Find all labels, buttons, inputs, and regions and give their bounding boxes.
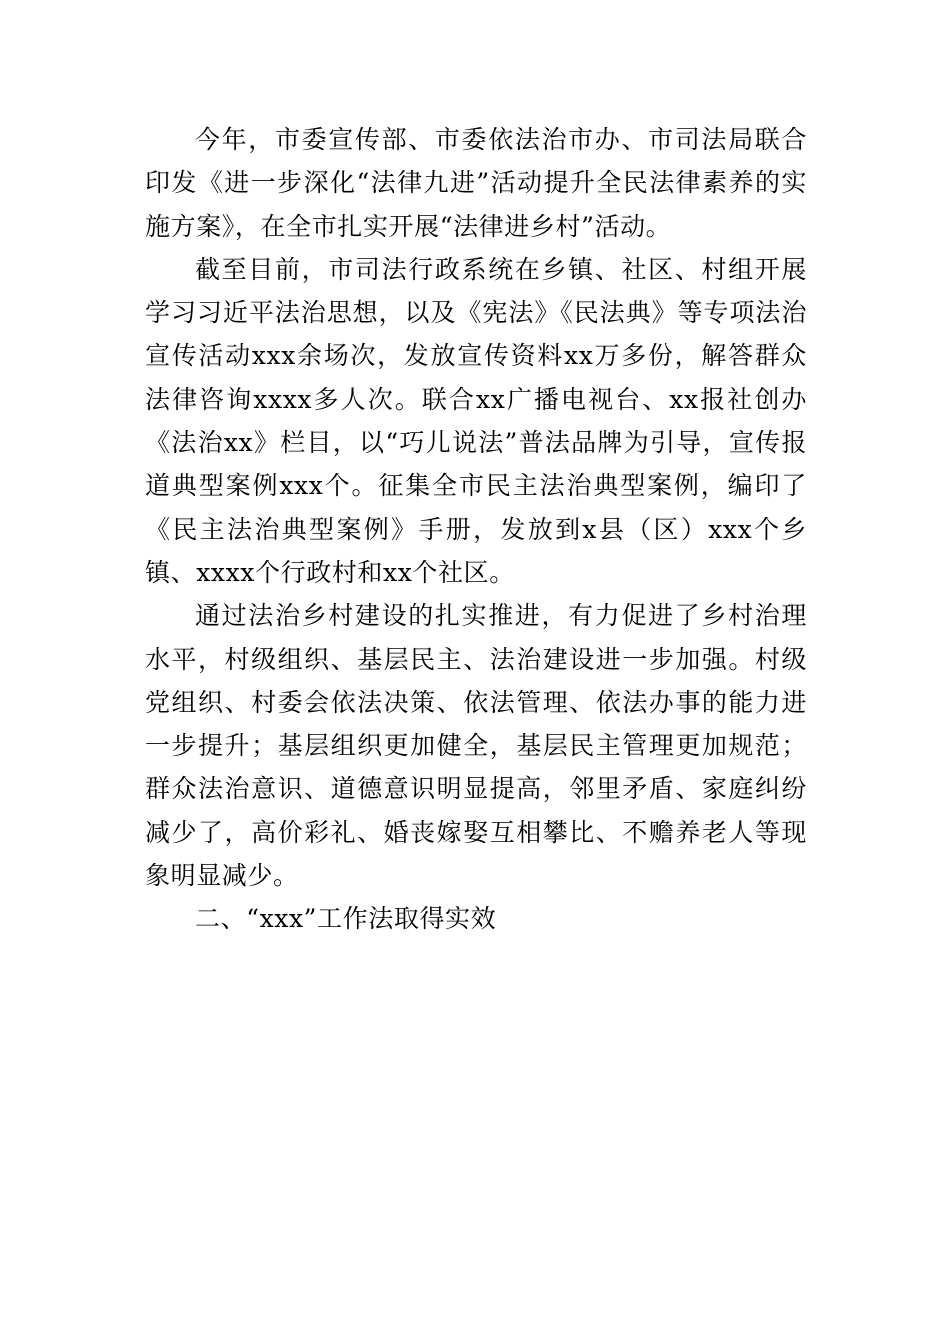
paragraph-governance-effects: 通过法治乡村建设的扎实推进，有力促进了乡村治理水平，村级组织、基层民主、法治建设进一步加强。村级党组织、村委会依法决策、依法管理、依法办事的能力进一步提升；基层组织更加健全，基层民主管理更加规范；群众法治意识、道德意识明显提高，邻里矛盾、家庭纠纷减少了，高价彩礼、婚丧嫁娶互相攀比、不赡养老人等现象明显减少。 bbox=[145, 601, 807, 891]
paragraph-campaign-results: 截至目前，市司法行政系统在乡镇、社区、村组开展学习习近平法治思想，以及《宪法》《民法典》等专项法治宣传活动xxx余场次，发放宣传资料xx万多份，解答群众法律咨询xxxx多人次。联合xx广播电视台、xx报社创办《法治xx》栏目，以“巧儿说法”普法品牌为引导，宣传报道典型案例xxx个。征集全市民主法治典型案例，编印了《民主法治典型案例》手册，发放到x县（区）xxx个乡镇、xxxx个行政村和xx个社区。 bbox=[145, 254, 807, 587]
document-body bbox=[145, 118, 807, 941]
paragraph-campaign-launch: 今年，市委宣传部、市委依法治市办、市司法局联合印发《进一步深化“法律九进”活动提升全民法律素养的实施方案》，在全市扎实开展“法律进乡村”活动。 bbox=[145, 125, 807, 241]
section-heading: 二、“xxx”工作法取得实效 bbox=[195, 904, 497, 934]
